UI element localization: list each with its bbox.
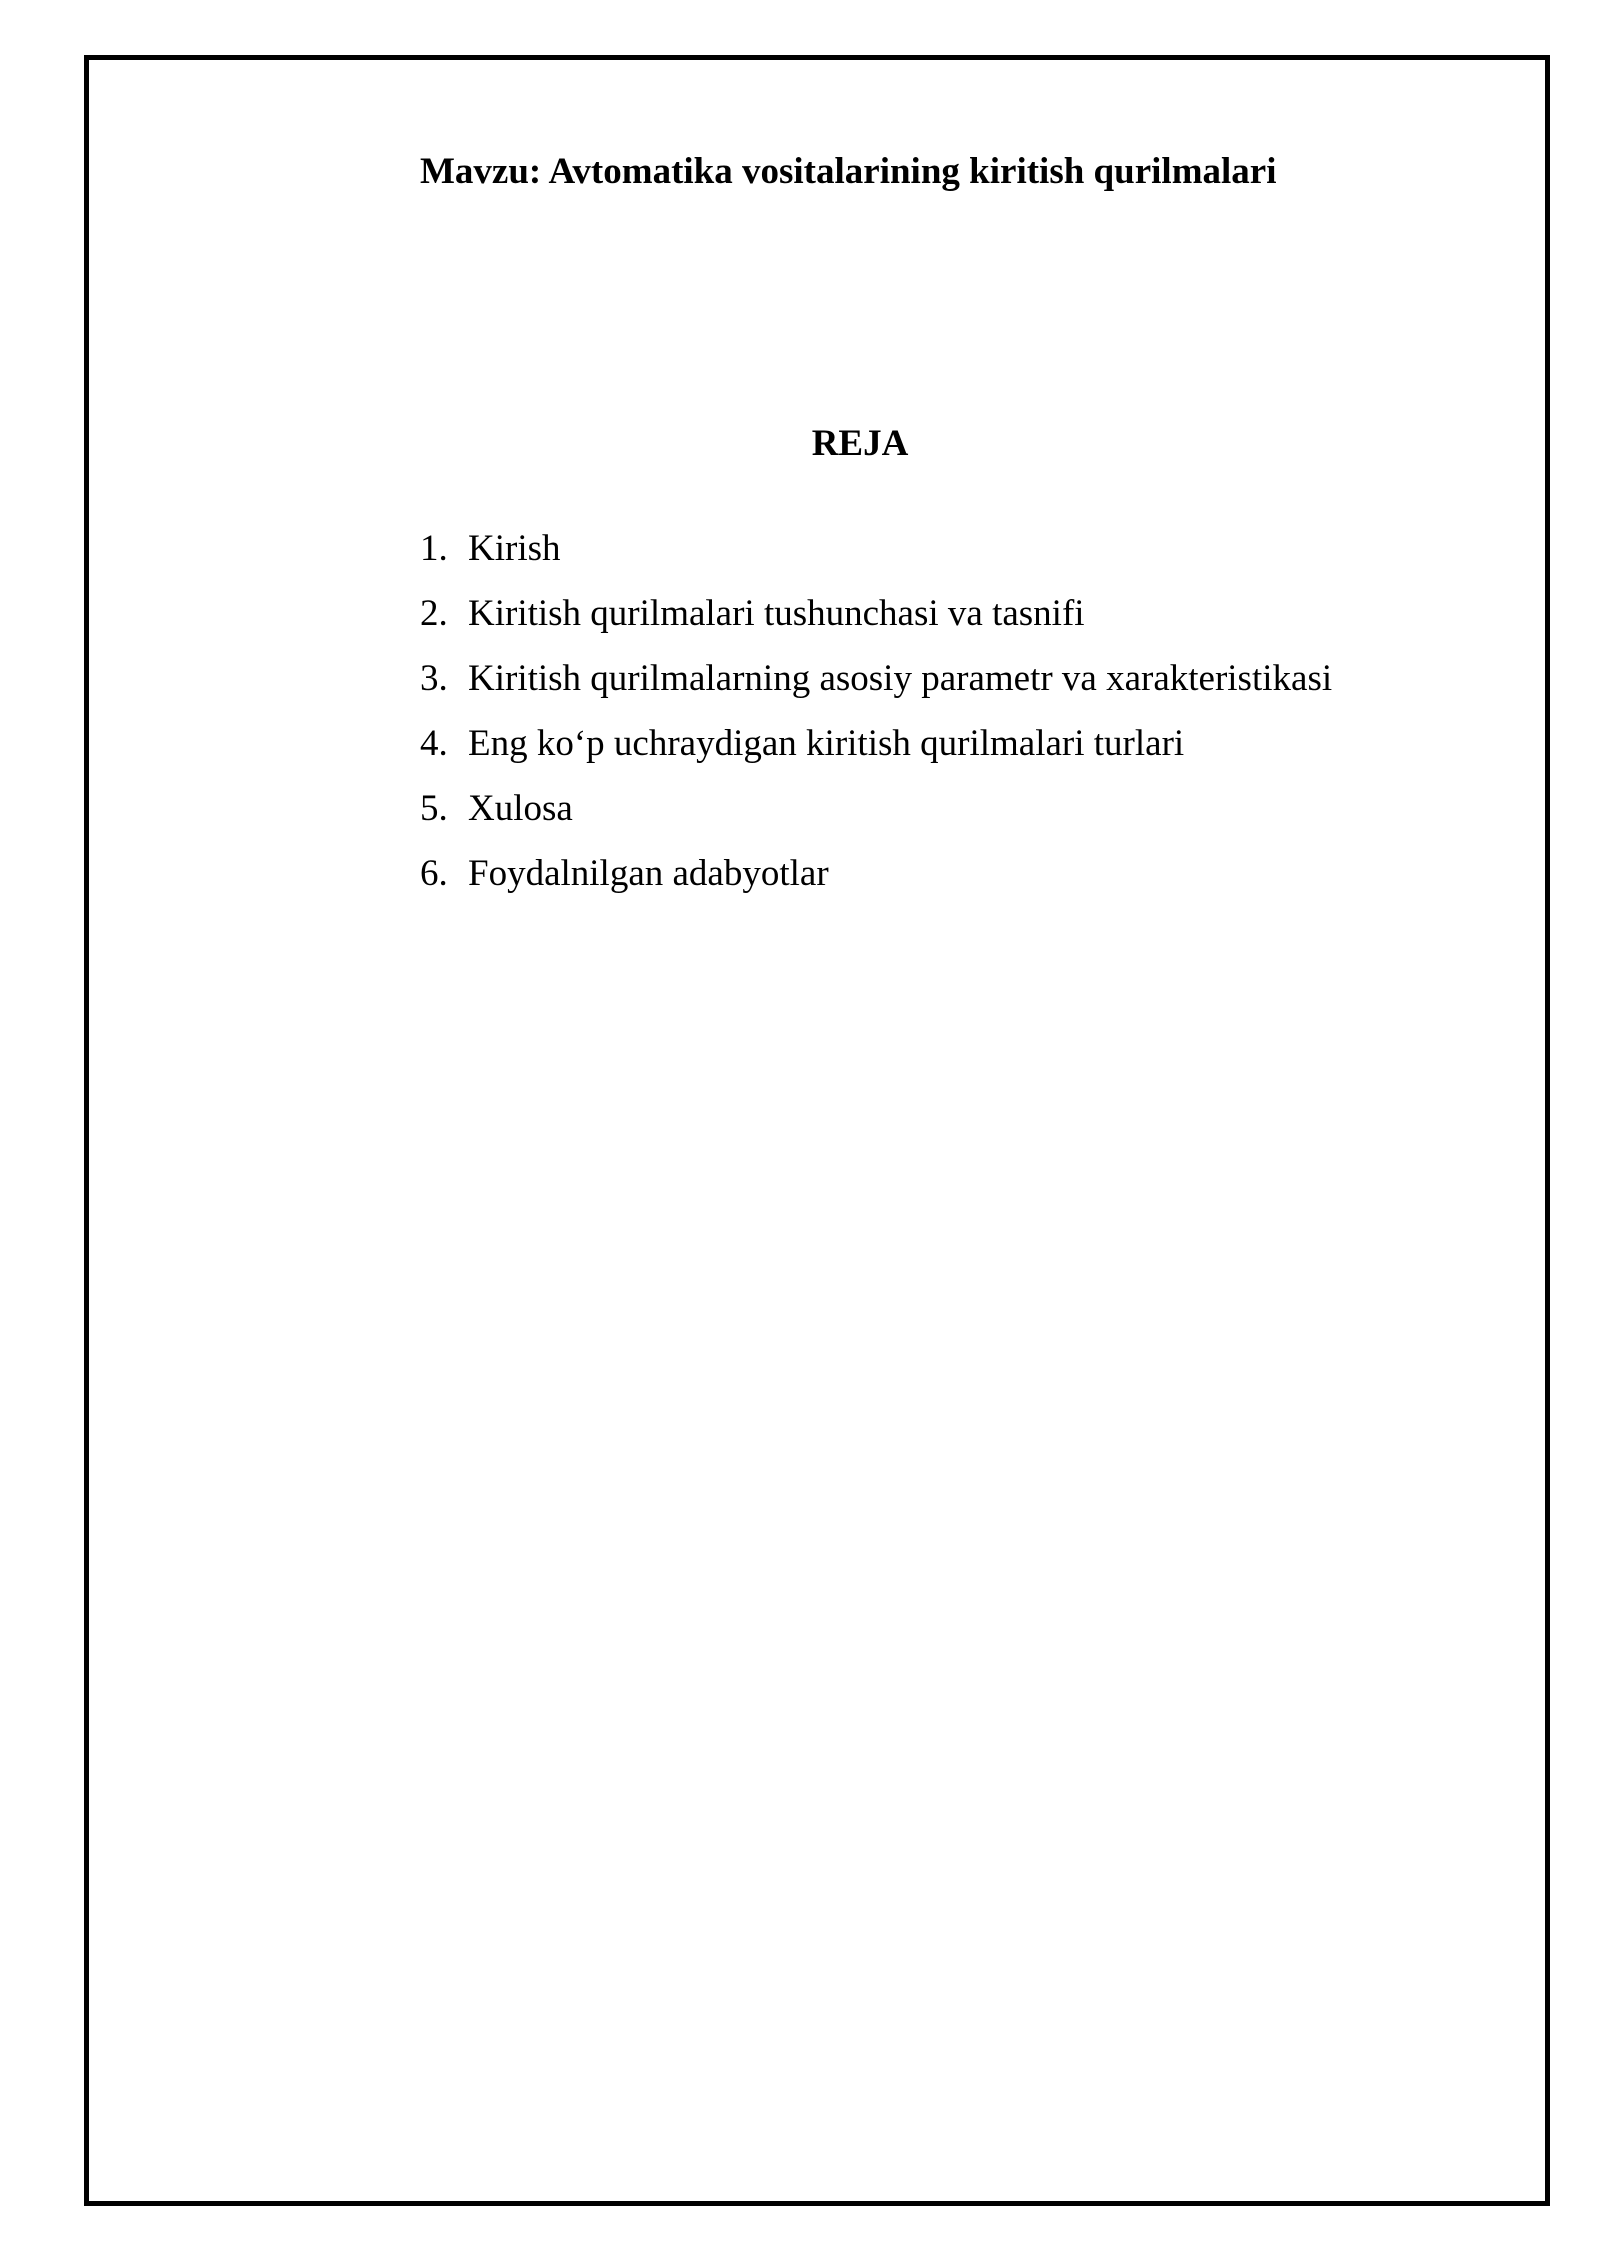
plan-item-text: Kiritish qurilmalari tushunchasi va tasnifi <box>468 593 1085 634</box>
plan-item <box>420 849 1332 914</box>
plan-heading: REJA <box>811 423 909 464</box>
plan-item-text: Kiritish qurilmalarning asosiy parametr va xarakteristikasi <box>468 658 1333 699</box>
plan-item-number: 2. <box>420 593 448 634</box>
plan-item <box>420 524 1332 589</box>
plan-item-text: Kirish <box>468 528 561 569</box>
plan-item <box>420 784 1332 849</box>
plan-item-text: Eng ko‘p uchraydigan kiritish qurilmalari turlari <box>468 723 1185 764</box>
plan-item-number: 6. <box>420 853 448 894</box>
plan-item <box>420 654 1332 719</box>
plan-item-number: 1. <box>420 528 448 569</box>
topic-title: Mavzu: Avtomatika vositalarining kiritish qurilmalari <box>420 151 1277 192</box>
plan-item-number: 4. <box>420 723 448 764</box>
plan-item <box>420 719 1332 784</box>
plan-list <box>420 524 1332 914</box>
plan-item-text: Xulosa <box>468 788 573 829</box>
plan-item-number: 5. <box>420 788 448 829</box>
plan-item-text: Foydalnilgan adabyotlar <box>468 853 829 894</box>
page-border-frame <box>84 55 1550 2206</box>
plan-item <box>420 589 1332 654</box>
plan-item-number: 3. <box>420 658 448 699</box>
